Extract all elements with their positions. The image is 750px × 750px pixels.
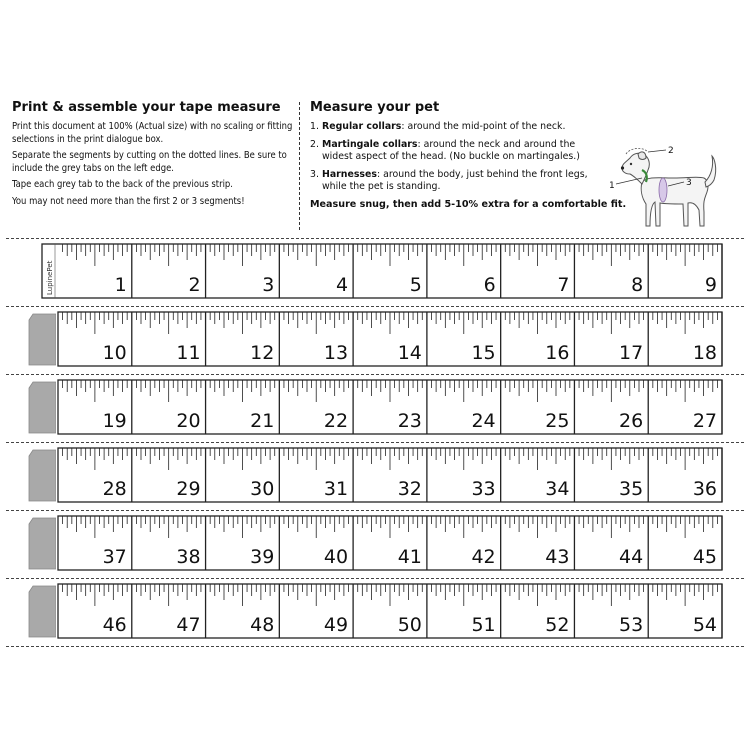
item-label: Harnesses — [322, 168, 377, 180]
tape-number: 44 — [619, 546, 644, 568]
tape-number: 50 — [397, 614, 422, 636]
tape-strip — [57, 379, 723, 435]
item-text: : around the mid-point of the neck. — [401, 121, 566, 132]
tape-number: 52 — [545, 614, 570, 636]
tape-number: 27 — [692, 410, 717, 432]
tape-instruction: Tape each grey tab to the back of the previous strip. — [12, 179, 233, 191]
tape-number: 32 — [397, 478, 422, 500]
tape-number: 14 — [397, 342, 422, 364]
cut-line — [6, 646, 744, 647]
tape-strip — [57, 447, 723, 503]
tape-number: 11 — [176, 342, 201, 364]
brand-label: LupinePet — [46, 260, 54, 295]
tape-number: 24 — [471, 410, 496, 432]
tape-number: 29 — [176, 478, 201, 500]
tape-number: 9 — [704, 274, 717, 296]
tape-number: 49 — [323, 614, 349, 636]
tape-number: 46 — [102, 614, 127, 636]
tape-tab — [26, 448, 56, 502]
cut-instruction: Separate the segments by cutting on the dotted lines. Be sure to include the grey tabs on the left edge. — [12, 150, 287, 174]
tape-tab — [26, 584, 56, 638]
list-item — [310, 169, 610, 194]
tape-number: 15 — [471, 342, 496, 364]
tape-number: 1 — [114, 274, 127, 296]
tape-tab — [26, 312, 56, 366]
dog-nose-icon — [621, 166, 624, 169]
tape-number: 35 — [619, 478, 644, 500]
cut-line — [6, 238, 744, 239]
tape-number: 28 — [102, 478, 127, 500]
tape-number: 30 — [250, 478, 275, 500]
tape-number: 16 — [545, 342, 570, 364]
item-text-continued: widest aspect of the head. (No buckle on martingales.) — [322, 151, 580, 163]
tape-number: 17 — [619, 342, 644, 364]
print-instruction: Print this document at 100% (Actual size) with no scaling or fitting selections in the print dialogue box. — [12, 121, 293, 145]
fit-note: Measure snug, then add 5-10% extra for a comfortable fit. — [310, 198, 627, 210]
tape-number: 23 — [397, 410, 422, 432]
tape-number: 18 — [692, 342, 717, 364]
tape-number: 38 — [176, 546, 201, 568]
tape-tab — [26, 380, 56, 434]
dog-label-3: 3 — [686, 178, 692, 188]
tape-number: 21 — [250, 410, 275, 432]
tape-number: 8 — [631, 274, 644, 296]
tape-number: 25 — [545, 410, 570, 432]
column-divider — [299, 102, 300, 230]
tape-number: 10 — [102, 342, 127, 364]
tape-number: 45 — [692, 546, 717, 568]
tape-strip — [57, 515, 723, 571]
cut-line — [6, 442, 744, 443]
tape-number: 54 — [692, 614, 717, 636]
measure-list — [310, 121, 610, 194]
assembly-instructions — [12, 100, 297, 209]
harness-marker — [659, 178, 667, 202]
item-label: Martingale collars — [322, 138, 418, 150]
tape-number: 5 — [409, 274, 422, 296]
tape-number: 33 — [471, 478, 496, 500]
tape-number: 47 — [176, 614, 201, 636]
tape-number: 6 — [483, 274, 496, 296]
tape-number: 19 — [102, 410, 127, 432]
tape-number: 4 — [336, 274, 349, 296]
tape-number: 3 — [262, 274, 275, 296]
tape-number: 51 — [471, 614, 496, 636]
item-number: 2. — [310, 138, 319, 150]
tape-number: 34 — [545, 478, 570, 500]
tape-number: 48 — [250, 614, 275, 636]
dog-illustration — [608, 140, 738, 235]
tape-number: 26 — [619, 410, 644, 432]
cut-line — [6, 374, 744, 375]
tape-strip — [41, 243, 723, 299]
tape-number: 7 — [557, 274, 570, 296]
tape-number: 37 — [102, 546, 127, 568]
cut-line — [6, 578, 744, 579]
tape-number: 42 — [471, 546, 496, 568]
tape-number: 43 — [545, 546, 570, 568]
segments-note: You may not need more than the first 2 or 3 segments! — [12, 195, 245, 207]
tape-number: 22 — [323, 410, 349, 432]
list-item — [310, 121, 610, 134]
item-text: : around the neck and around the — [417, 138, 576, 150]
tape-strip — [57, 583, 723, 639]
item-text: : around the body, just behind the front legs, — [376, 168, 588, 180]
tape-number: 36 — [692, 478, 717, 500]
tape-number: 53 — [619, 614, 644, 636]
tape-tab — [26, 516, 56, 570]
tape-number: 31 — [323, 478, 349, 500]
tape-number: 13 — [323, 342, 349, 364]
dog-label-1: 1 — [609, 181, 615, 191]
item-number: 1. — [310, 121, 319, 132]
tape-number: 2 — [188, 274, 201, 296]
tape-number: 20 — [176, 410, 201, 432]
tape-number: 41 — [397, 546, 422, 568]
list-item — [310, 139, 610, 164]
item-number: 3. — [310, 168, 319, 180]
cut-line — [6, 306, 744, 307]
tape-number: 12 — [250, 342, 275, 364]
dog-eye-icon — [630, 163, 632, 165]
item-label: Regular collars — [322, 121, 402, 132]
tape-number: 40 — [323, 546, 349, 568]
tape-number: 39 — [250, 546, 275, 568]
tape-strip — [57, 311, 723, 367]
cut-line — [6, 510, 744, 511]
dog-label-2: 2 — [668, 146, 674, 156]
measure-title: Measure your pet — [310, 100, 440, 115]
item-text-continued: while the pet is standing. — [322, 181, 441, 193]
assembly-title: Print & assemble your tape measure — [12, 100, 281, 115]
